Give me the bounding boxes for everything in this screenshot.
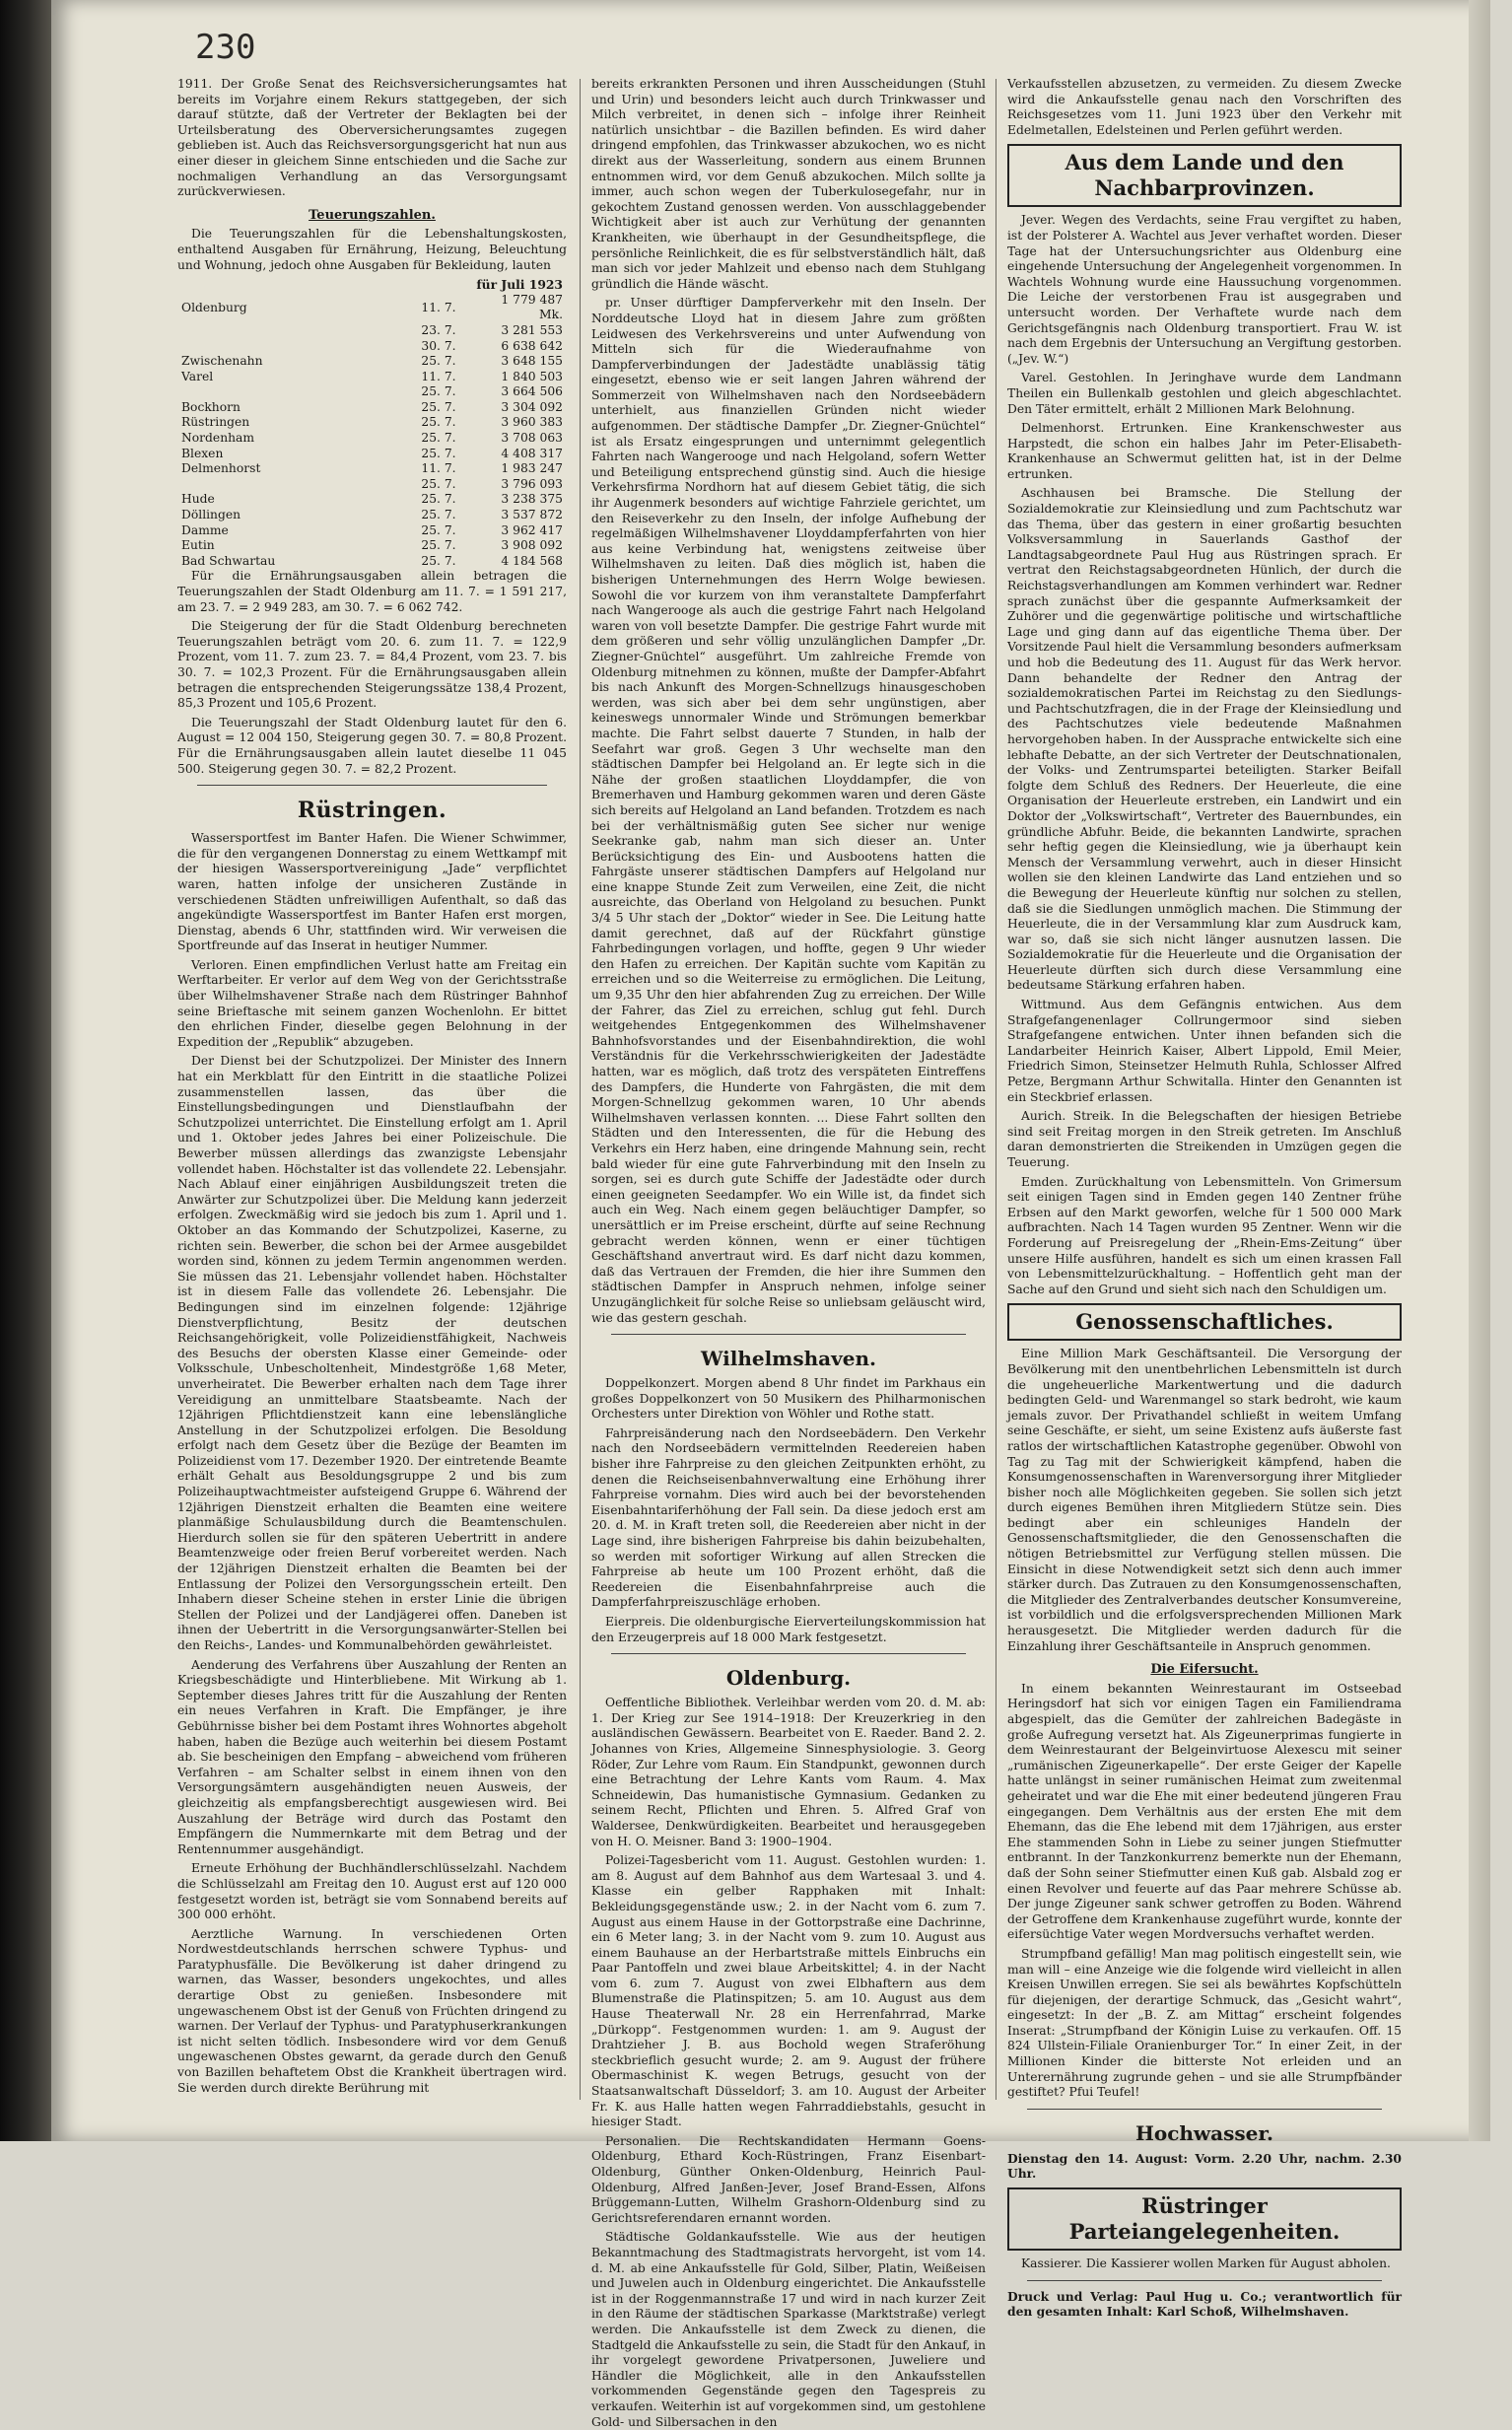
- section-heading: Genossenschaftliches.: [1075, 1309, 1334, 1335]
- article-paragraph: Der Dienst bei der Schutzpolizei. Der Minister des Innern hat ein Merkblatt für den Eintritt in die staatliche Polizei zusammenstellen lassen, das über die Einstellungsbedingungen und Dienstlaufbahn der Schutzpolizei unterrichtet. Die Einstellung erfolgt am 1. April und 1. Oktober jedes Jahres bei einer Polizeischule. Die Bewerber müssen allerdings das zwanzigste Lebensjahr vollendet haben. Höchstalter ist das vollendete 22. Lebensjahr. Nach Ablauf einer einjährigen Ausbildungszeit treten die Anwärter zur Schutzpolizei über. Die Meldung kann jederzeit erfolgen. Zweckmäßig wird sie jedoch bis zum 1. April und 1. Oktober an das Kommando der Schutzpolizei, Kaserne, zu richten sein. Bewerber, die schon bei der Armee ausgebildet worden sind, können zu jedem Termin angenommen werden. Sie müssen das 21. Lebensjahr vollendet haben. Höchstalter ist in diesem Falle das vollendete 26. Lebensjahr. Die Bedingungen sind im einzelnen folgende: 12jährige Dienstverpflichtung, Besitz der deutschen Reichsangehörigkeit, volle Polizeidienstfähigkeit, Nachweis des Besuchs der obersten Klasse einer Gemeinde- oder Volksschule, Unbescholtenheit, Mindestgröße 1,68 Meter, unverheiratet. Die Bewerber erhalten nach dem Tage ihrer Vereidigung an unmittelbare Staatsbeamte. Nach der 12jährigen Pflichtdienstzeit kann eine lebenslängliche Anstellung in der Schutzpolizei erfolgen. Die Besoldung erfolgt nach dem Gesetz über die Bezüge der Beamten im Polizeidienst vom 17. Dezember 1920. Der eintretende Beamte erhält Gehalt aus Besoldungsgruppe 2 und bis zum Polizeihauptwachtmeister aufsteigend Gruppe 6. Während der 12jährigen Dienstzeit erhalten die Beamten eine weitere planmäßige Schulausbildung durch die Beamtenschulen. Hierdurch sollen sie für den späteren Uebertritt in andere Beamtenzweige oder freien Beruf vorbereitet werden. Nach der 12jährigen Dienstzeit erhalten die Beamten bei der Entlassung der Polizei den Versorgungsschein erteilt. Den Inhabern dieser Scheine stehen in erster Linie die übrigen Stellen der Polizei und der Landjägerei offen. Daneben ist ihnen der Uebertritt in die Versorgungsanwärter-Stellen bei den Reichs-, Landes- und Kommunalbehörden gewährleistet.: [177, 1054, 567, 1652]
- table-cell-date: 25. 7.: [421, 508, 456, 522]
- article-paragraph: Verloren. Einen empfindlichen Verlust hatte am Freitag ein Werftarbeiter. Er verlor auf dem Weg von der Gerichtsstraße über Wilhelmshavener Straße nach dem Rüstringer Bahnhof seine Brieftasche mit seinem ganzen Wochenlohn. Er bittet den ehrlichen Finder, dieselbe gegen Belohnung in der Expedition der „Republik“ abzugeben.: [177, 957, 567, 1049]
- article-paragraph: Die Teuerungszahl der Stadt Oldenburg lautet für den 6. August = 12 004 150, Steigerung gegen 30. 7. = 80,8 Prozent. Für die Ernährungsausgaben allein lautet dieselbe 11 045 500. Steigerung gegen 30. 7. = 82,2 Prozent.: [177, 715, 567, 776]
- table-cell-value: 3 796 093: [501, 476, 563, 491]
- article-paragraph: Aerztliche Warnung. In verschiedenen Orten Nordwestdeutschlands herrschen schwere Typhus- und Paratyphusfälle. Die Bevölkerung ist daher dringend zu warnen, das Wasser, besonders ungekochtes, und alles derartige Obst zu genießen. Insbesondere mit ungewaschenem Obst ist der Genuß von Früchten dringend zu warnen. Der Verlauf der Typhus- und Paratyphuserkrankungen ist nicht selten tödlich. Insbesondere wird vor dem Genuß ungewaschenen Obstes gewarnt, da gerade durch den Genuß von Bazillen behaftetem Obst die Krankheit übertragen wird. Sie werden durch direkte Berührung mit: [177, 1926, 567, 2095]
- table-cell-place: Damme: [181, 522, 229, 537]
- table-cell-date: 25. 7.: [421, 492, 456, 507]
- article-paragraph: pr. Unser dürftiger Dampferverkehr mit den Inseln. Der Norddeutsche Lloyd hat in diesem Jahre zum größten Leidwesen des Verkehrsvereins und unter Aufwendung von Mitteln sich für die Wiederaufnahme von Dampferverbindungen der Jadestädte unablässig tätig eingesetzt, ebenso wie er seit langen Jahren während der Sommerzeit von Wilhelmshaven nach den Nordseebädern unterhielt, aus finanziellen Gründen nicht wieder aufgenommen. Der städtische Dampfer „Dr. Ziegner-Gnüchtel“ ist als Ersatz eingesprungen und unternimmt gelegentlich Fahrten nach Wangerooge und nach Helgoland, sofern Wetter und Beteiligung entsprechend günstig sind. Auch die hiesige Verkehrsfirma Nordhorn hat auf diesem Gebiet tätig, die sich ihr Augenmerk besonders auf wichtige Fahrziele gerichtet, um den Reiseverkehr zu den Inseln, der infolge Aufhebung der regelmäßigen Wilhelmshavener Lloyddampferfahrten von hier aus keine Verbindung hat, wenigstens zeitweise über Wilhelmshaven zu leiten. Daß dies möglich ist, haben die bisherigen Unternehmungen des Herrn Wolge bewiesen. Sowohl die vor kurzem von ihm veranstaltete Dampferfahrt nach Wangerooge als auch die gestrige Fahrt nach Helgoland waren von voll besetzte Dampfer. Die gestrige Fahrt wurde mit dem größeren und sehr völlig unzulänglichen Dampfer „Dr. Ziegner-Gnüchtel“ ausgeführt. Um zahlreiche Fremde von Oldenburg mitnehmen zu können, mußte der Dampfer-Abfahrt bis nach Ankunft des Morgen-Schnellzugs hinausgeschoben werden, was sich aber bei dem sehr ungünstigen, aber keineswegs unnormaler Winde und Strömungen bemerkbar machte. Die Fahrt selbst dauerte 7 Stunden, in halb der Seefahrt war groß. Gegen 3 Uhr wechselte man den städtischen Dampfer bei Helgoland an. Er legte sich in die Nähe der großen staatlichen Lloyddampfer, die von Bremerhaven und Hamburg gekommen waren und deren Gäste sich bereits auf Helgoland an Land befanden. Trotzdem es nach bei der verhältnismäßig guten See sicher nur wenige Seekranke gab, nahm man sich dieser an. Unter Berücksichtigung des Ein- und Ausbootens hatten die Fahrgäste unserer städtischen Dampfers auf Helgoland nur eine knappe Stunde Zeit zum Verweilen, eine Zeit, die nicht ausreichte, das Oberland von Helgoland zu besuchen. Punkt 3/4 5 Uhr stach der „Doktor“ wieder in See. Die Leitung hatte damit gerechnet, daß auf der Rückfahrt günstige Fahrbedingungen vorlagen, und hoffte, gegen 9 Uhr wieder den Hafen zu erreichen. Der Kapitän suchte vom Kapitän zu erreichen und so die Weiterreise zu ermöglichen. Die Leitung, um 9,35 Uhr den hier abfahrenden Zug zu erreichen. Der Wille der Fahrer, das Ziel zu erreichen, schlug gut fehl. Durch weitgehendes Entgegenkommen des Wilhelmshavener Bahnhofsvorstandes und der Eisenbahndirektion, die wohl Verständnis für die Verkehrsschwierigkeiten der Jadestädte hatten, war es möglich, daß trotz des verspäteten Eintreffens des Dampfers, die Hunderte von Fahrgästen, die mit dem Morgen-Schnellzug gekommen waren, 10 Uhr abends Wilhelmshaven verlassen konnten. ... Diese Fahrt sollten den Städten und den Interessenten, die für die Hebung des Verkehrs ein Herz haben, eine dringende Mahnung sein, recht bald wieder für eine gute Fahrverbindung mit den Inseln zu sorgen, sei es durch gute Schiffe der Jadestädte oder durch einen geeigneten Seedampfer. Wo ein Wille ist, da findet sich auch ein Weg. Nach einem gegen beläuchtiger Dampfer, so unersättlich er im Preise erscheint, dürfte auf seine Rechnung gebracht werden können, wenn er einer tüchtigen Geschäftshand anvertraut wird. Es darf nicht dazu kommen, daß das Vertrauen der Fremden, die hier ihre Summen den städtischen Dampfer in Anspruch nehmen, infolge seiner Unzugänglichkeit für solche Reise so unliebsam geläuscht wird, wie das gestern geschah.: [591, 296, 986, 1325]
- table-cell-value: 3 708 063: [501, 431, 563, 446]
- table-row: [177, 523, 567, 539]
- section-heading: Die Eifersucht.: [1150, 1662, 1259, 1678]
- table-cell-value: 3 537 872: [501, 508, 563, 522]
- table-row: [177, 415, 567, 431]
- table-cell-place: [177, 384, 407, 400]
- divider: [1027, 2280, 1382, 2281]
- column-rule: [996, 79, 997, 2100]
- book-binding: [0, 0, 51, 2141]
- article-paragraph: Fahrpreisänderung nach den Nordseebädern. Den Verkehr nach den Nordseebädern vermittelnden Reedereien haben bisher ihre Fahrpreise zu den gleichen Zeitpunkten erhöht, zu denen die Reichseisenbahnverwaltung eine Erhöhung ihrer Fahrpreise vornahm. Dies wird auch bei der bevorstehenden Eisenbahntariferhöhung der Fall sein. Da diese jedoch erst am 20. d. M. in Kraft treten soll, die Reedereien aber nicht in der Lage sind, ihre bisherigen Fahrpreise bis dahin beizubehalten, so werden mit sofortiger Wirkung auf allen Strecken die Fahrpreise ab heute um 100 Prozent erhöht, daß die Reedereien die Eisenbahnfahrpreise auch die Dampferfahrpreiszuschläge erhoben.: [591, 1425, 986, 1610]
- table-cell-date: 23. 7.: [421, 322, 456, 337]
- article-paragraph: Wassersportfest im Banter Hafen. Die Wiener Schwimmer, die für den vergangenen Donnerstag zu einem Wettkampf mit der hiesigen Wassersportvereinigung „Jade“ verpflichtet waren, hatten infolge der unsicheren Zustände in verschiedenen Städten unfreiwilligen Aufenthalt, so daß das angekündigte Wassersportfest im Banter Hafen erst morgen, Dienstag, abends 6 Uhr, stattfinden wird. Wir verweisen die Sportfreunde auf das Inserat in heutiger Nummer.: [177, 831, 567, 953]
- table-cell-date: 25. 7.: [421, 399, 456, 414]
- table-cell-value: 3 908 092: [501, 538, 563, 553]
- article-paragraph: Städtische Goldankaufsstelle. Wie aus der heutigen Bekanntmachung des Stadtmagistrats hervorgeht, ist vom 14. d. M. ab eine Ankaufsstelle für Gold, Silber, Platin, Weißeisen und Juwelen auch in Oldenburg eingerichtet. Die Ankaufsstelle ist in der Roggenmannstraße 17 und wird in nach kurzer Zeit in den Räume der städtischen Sparkasse (Marktstraße) verlegt werden. Die Ankaufsstelle ist dem Zweck zu dienen, die Stadtgeld die Ankaufsstelle zu sein, die Stadt für den Ankauf, in ihr vorgelegt gewordene Privatpersonen, Juweliere und Händler die Möglichkeit, alle in den Ankaufsstellen vorkommenden Gegenstände gegen den Tagespreis zu verkaufen. Weiterhin ist auf vorgekommen sind, um gestohlene Gold- und Silbersachen in den: [591, 2230, 986, 2429]
- table-row: [177, 492, 567, 508]
- table-cell-place: Delmenhorst: [181, 461, 261, 476]
- column-2: [591, 77, 986, 2429]
- table-cell-place: Blexen: [181, 446, 224, 460]
- table-cell-date: 11. 7.: [421, 461, 456, 476]
- table-cell-place: Rüstringen: [181, 415, 250, 430]
- table-cell-value: 1 779 487 Mk.: [501, 292, 563, 322]
- article-paragraph: Wittmund. Aus dem Gefängnis entwichen. Aus dem Strafgefangenenlager Collrungermoor sind sieben Strafgefangene entwichen. Unter ihnen befanden sich die Landarbeiter Heinrich Kaiser, Albert Lippold, Emil Meier, Friedrich Simon, Steinsetzer Helmuth Ruhla, Schlosser Alfred Petze, Bergmann Arthur Schwitalla. Hinter den Genannten ist ein Steckbrief erlassen.: [1007, 998, 1402, 1104]
- table-cell-place: Zwischenahn: [181, 354, 263, 369]
- table-row: [177, 384, 567, 400]
- table-cell-place: Bad Schwartau: [181, 553, 276, 568]
- table-cell-value: 4 184 568: [501, 553, 563, 568]
- table-cell-place: [177, 477, 407, 493]
- article-paragraph: Verkaufsstellen abzusetzen, zu vermeiden. Zu diesem Zwecke wird die Ankaufsstelle genau nach den Vorschriften des Reichsgesetzes vom 11. Juni 1923 über den Verkehr mit Edelmetallen, Edelsteinen und Perlen geführt werden.: [1007, 77, 1402, 137]
- table-row: [177, 447, 567, 462]
- column-rule: [580, 79, 581, 2100]
- teuerung-table: [177, 277, 567, 569]
- article-paragraph: Für die Ernährungsausgaben allein betragen die Teuerungszahlen der Stadt Oldenburg am 11. 7. = 1 591 217, am 23. 7. = 2 949 283, am 30. 7. = 6 062 742.: [177, 569, 567, 614]
- table-cell-place: [177, 323, 407, 339]
- article-paragraph: Delmenhorst. Ertrunken. Eine Krankenschwester aus Harpstedt, die schon ein halbes Jahr im Peter-Elisabeth-Krankenhause an Schwermut gelitten hat, ist in der Delme ertrunken.: [1007, 421, 1402, 481]
- table-cell-value: 3 664 506: [501, 384, 563, 399]
- table-cell-value: 3 238 375: [501, 492, 563, 507]
- section-heading: Oldenburg.: [725, 1666, 852, 1691]
- table-row: [177, 323, 567, 339]
- table-row: [177, 477, 567, 493]
- article-paragraph: 1911. Der Große Senat des Reichsversicherungsamtes hat bereits im Vorjahre einem Rekurs stattgegeben, der sich darauf stützte, daß der Vertreter der Beklagten bei der Urteilsberatung des Oberversicherungsamtes zugegen geblieben ist. Auch das Reichsversorgungsgericht hat nun aus einer dieser in gleichem Sinne entschieden und die Sache zur nochmaligen Verhandlung an das Versorgungsamt zurückverwiesen.: [177, 77, 567, 199]
- table-cell-value: 3 304 092: [501, 399, 563, 414]
- table-cell-date: 25. 7.: [421, 415, 456, 430]
- section-heading: Wilhelmshaven.: [701, 1347, 876, 1371]
- table-row: [177, 370, 567, 385]
- table-cell-date: 25. 7.: [421, 446, 456, 460]
- article-paragraph: Aurich. Streik. In die Belegschaften der hiesigen Betriebe sind seit Freitag morgen in den Streik getreten. Im Anschluß daran demonstrierten die Streikenden in Umzügen gegen die Teuerung.: [1007, 1109, 1402, 1169]
- table-cell-place: Varel: [181, 369, 214, 383]
- table-cell-place: Oldenburg: [181, 300, 247, 314]
- table-row: [177, 554, 567, 570]
- table-cell-value: 6 638 642: [501, 338, 563, 353]
- column-1: [177, 77, 567, 2108]
- section-heading: Hochwasser.: [1134, 2120, 1274, 2145]
- table-row: [177, 354, 567, 370]
- table-cell-value: 3 281 553: [501, 322, 563, 337]
- table-cell-date: 25. 7.: [421, 476, 456, 491]
- article-paragraph: Oeffentliche Bibliothek. Verleihbar werden vom 20. d. M. ab: 1. Der Krieg zur See 1914–1918: Der Kreuzerkrieg in den ausländischen Gewässern. Bearbeitet von E. Raeder. Band 2. 2. Johannes von Kries, Allgemeine Sinnesphysiologie. 3. Georg Röder, Zur Lehre vom Raum. Ein Standpunkt, gewonnen durch eine Betrachtung der Lehre Kants vom Raum. 4. Max Schneidewin, Das humanistische Gymnasium. Gedanken zu seinem Recht, Pflichten und Ehren. 5. Alfred Graf von Waldersee, Denkwürdigkeiten. Bearbeitet und herausgegeben von H. O. Meisner. Band 3: 1900–1904.: [591, 1696, 986, 1848]
- section-box: [1007, 144, 1402, 207]
- column-3: [1007, 77, 1402, 2320]
- table-cell-date: 11. 7.: [421, 300, 456, 314]
- table-cell-date: 30. 7.: [421, 338, 456, 353]
- page-number: 230: [195, 28, 256, 67]
- table-cell-value: 1 840 503: [501, 369, 563, 383]
- table-cell-place: Nordenham: [181, 431, 255, 446]
- table-cell-place: Hude: [181, 492, 215, 507]
- section-box: [1007, 1303, 1402, 1341]
- imprint: Druck und Verlag: Paul Hug u. Co.; verantwortlich für den gesamten Inhalt: Karl Schoß, Wilhelmshaven.: [1007, 2288, 1402, 2320]
- table-cell-value: 3 648 155: [501, 354, 563, 369]
- table-row: [177, 431, 567, 447]
- article-paragraph: Polizei-Tagesbericht vom 11. August. Gestohlen wurden: 1. am 8. August auf dem Bahnhof aus dem Wartesaal 3. und 4. Klasse ein gelber Rapphaken mit Inhalt: Bekleidungsgegenstände usw.; 2. in der Nacht vom 6. zum 7. August aus einem Hause in der Gottorpstraße eine Dachrinne, ein 6 Meter lang; 3. in der Nacht vom 9. zum 10. August aus einem Bauhause an der Herbartstraße mittels Einbruchs ein Paar Pantoffeln und zwei blaue Arbeitskittel; 4. in der Nacht vom 6. zum 7. August von zwei Elbhaftern aus dem Blumenstraße die Platinspitzen; 5. am 10. August aus dem Hause Theaterwall Nr. 28 ein Herrenfahrrad, Marke „Dürkopp“. Festgenommen wurden: 1. am 9. August der Drahtzieher J. B. aus Bochold wegen Straferöhung steckbrieflich gesucht wurde; 2. am 9. August der frühere Obermaschinist K. wegen Betrugs, gesucht von der Staatsanwaltschaft Düsseldorf; 3. am 10. August der Arbeiter Fr. K. aus Halle hatten wegen Fahrraddiebstahls, gesucht in hiesiger Stadt.: [591, 1853, 986, 2129]
- article-paragraph: Doppelkonzert. Morgen abend 8 Uhr findet im Parkhaus ein großes Doppelkonzert von 50 Musikern des Philharmonischen Orchesters unter Direktion von Wöhler und Rothe statt.: [591, 1376, 986, 1422]
- article-paragraph: Varel. Gestohlen. In Jeringhave wurde dem Landmann Theilen ein Bullenkalb gestohlen und gleich abgeschlachtet. Den Täter ermittelt, erhält 2 Millionen Mark Belohnung.: [1007, 371, 1402, 416]
- table-row: [177, 461, 567, 477]
- section-heading: Rüstringen.: [297, 798, 447, 824]
- article-paragraph: Personalien. Die Rechtskandidaten Hermann Goens-Oldenburg, Ethard Koch-Rüstringen, Franz Eisenbart-Oldenburg, Günther Onken-Oldenburg, Heinrich Paul-Oldenburg, Alfred Janßen-Jever, Josef Brand-Essen, Alfons Brüggemann-Lutten, Wilhelm Grashorn-Oldenburg sind zu Gerichtsreferendaren ernannt worden.: [591, 2133, 986, 2225]
- page-edge: [1469, 0, 1490, 2141]
- divider: [1027, 2109, 1382, 2110]
- table-row: [177, 508, 567, 523]
- article-paragraph: Emden. Zurückhaltung von Lebensmitteln. Von Grimersum seit einigen Tagen sind in Emden gegen 140 Zentner frühe Erbsen auf den Markt geworfen, welche für 1 500 000 Mark aufbrachten. Nach 14 Tagen wurden 95 Zentner. Wenn wir die Forderung auf Preisregelung der „Rhein-Ems-Zeitung“ über unsere Hilfe ausführen, handelt es sich um einen krassen Fall von Lebensmittelzurückhaltung. – Hoffentlich geht man der Sache auf den Grund und sieht sich nach den Schuldigen um.: [1007, 1174, 1402, 1296]
- table-cell-date: 25. 7.: [421, 553, 456, 568]
- article-paragraph: Strumpfband gefällig! Man mag politisch eingestellt sein, wie man will – eine Anzeige wie die folgende wird vielleicht in allen Kreisen Unwillen erregen. Sie sei als bewährtes Kopfschütteln für diejenigen, der derartige Schmuck, das „Gesicht wahrt“, eingesetzt: In der „B. Z. am Mittag“ erscheint folgendes Inserat: „Strumpfband der Königin Luise zu verkaufen. Off. 15 824 Ullstein-Filiale Oranienburger Tor.“ In einer Zeit, in der Millionen Kinder die bitterste Not erleiden und an Unterernährung zugrunde gehen – und sie alle Strumpfbänder gestiftet? Pfui Teufel!: [1007, 1946, 1402, 2100]
- table-row: [177, 339, 567, 355]
- table-row: [177, 293, 567, 323]
- table-cell-date: 25. 7.: [421, 538, 456, 553]
- table-cell-date: 11. 7.: [421, 369, 456, 383]
- table-cell-date: 25. 7.: [421, 522, 456, 537]
- table-cell-value: 1 983 247: [501, 461, 563, 476]
- article-paragraph: Eierpreis. Die oldenburgische Eierverteilungskommission hat den Erzeugerpreis auf 18 000 Mark festgesetzt.: [591, 1615, 986, 1644]
- table-row: [177, 538, 567, 554]
- table-cell-place: Döllingen: [181, 508, 241, 522]
- table-row: [177, 400, 567, 416]
- section-heading: Rüstringer Parteiangelegenheiten.: [1068, 2193, 1340, 2245]
- table-cell-date: 25. 7.: [421, 431, 456, 446]
- article-paragraph: Aschhausen bei Bramsche. Die Stellung der Sozialdemokratie zur Kleinsiedlung und zum Pachtschutz war das Thema, über das gestern in einer großartig besuchten Volksversammlung in Sauerlands Gasthof der Landtagsabgeordnete Paul Hug aus Rüstringen sprach. Er vertrat den Reichstagsabgeordneten Hünlich, der durch die Reichstagsverhandlungen am Kommen verhindert war. Redner sprach zunächst über die gespannte Aufmerksamkeit der Zuhörer und die gegenwärtige politische und wirtschaftliche Lage und ging dann auf das eigentliche Thema über. Der Vorsitzende Paul hielt die Versammlung besonders aufmerksam und hob die Bedeutung des 11. August für das Werk hervor. Dann behandelte der Redner den Antrag der sozialdemokratischen Partei im Reichstag zu den Siedlungs- und Pachtschutzfragen, die in der Frage der Kleinsiedlung und des Pachtschutzes viele bedeutende Maßnahmen hervorgehoben haben. In der Aussprache entwickelte sich eine lebhafte Debatte, an der sich Vertreter der Deutschnationalen, der Volks- und Zentrumspartei beteiligten. Starker Beifall folgte dem Schluß des Redners. Der Heuerleute, die eine Organisation der Heuerleute erstreben, ein Landwirt und ein Doktor der „Volkswirtschaft“, Vertreter des Bauernbundes, ein gründliche Abfuhr. Beide, die bekannten Landwirte, sprachen sehr heftig gegen die Kleinsiedlung, wie ja überhaupt kein Mensch der Versammlung verwehrt, auch in dieser Hinsicht wollen sie den kleinen Landwirte das Land entziehen und so die Bewegung der Heuerleute künftig nur solchen zu stellen, daß sie die Siedlungen unmöglich machen. Die Stimmung der Heuerleute, die in der Versammlung klar zum Ausdruck kam, war so, daß sie sich nicht länger ausnutzen lassen. Die Sozialdemokratie für die Heuerleute und die Organisation der Heuerleute dürften sich durch diese Versammlung eine bedeutsame Stärkung erfahren haben.: [1007, 486, 1402, 993]
- divider: [197, 785, 547, 786]
- table-cell-value: 3 962 417: [501, 522, 563, 537]
- article-paragraph: Erneute Erhöhung der Buchhändlerschlüsselzahl. Nachdem die Schlüsselzahl am Freitag den 10. August erst auf 120 000 festgesetzt worden ist, beträgt sie vom Sonnabend bereits auf 300 000 erhöht.: [177, 1861, 567, 1922]
- article-paragraph: Aenderung des Verfahrens über Auszahlung der Renten an Kriegsbeschädigte und Hinterbliebene. Mit Wirkung ab 1. September dieses Jahres tritt für die Auszahlung der Renten ein neues Verfahren in Kraft. Die Empfänger, je ihre Gebührnisse bisher bei dem Postamt ihres Wohnortes abgeholt haben, haben die Bezüge auch weiterhin bei diesem Postamt ab. Sie bescheinigen den Empfang – abweichend vom früheren Verfahren – am Schalter selbst in einem ihnen von den Versorgungsämtern ausgehändigten neuen Ausweis, der gleichzeitig als empfangsberechtigt ausgewiesen wird. Bei Auszahlung der Beträge wird durch das Postamt den Empfängern die Nummernkarte mit dem Betrag und der Rentennummer ausgehändigt.: [177, 1657, 567, 1856]
- table-cell-value: 4 408 317: [501, 446, 563, 460]
- article-paragraph: In einem bekannten Weinrestaurant im Ostseebad Heringsdorf hat sich vor einigen Tagen ein Familiendrama abgespielt, das die Gemüter der zahlreichen Badegäste in große Aufregung versetzt hat. Als Zigeunerprimas fungierte in dem Weinrestaurant der Belgeinvirtuose Alexescu mit seiner „rumänischen Zigeunerkapelle“. Der erste Geiger der Kapelle hatte unlängst in seiner rumänischen Heimat zum zweitenmal geheiratet und war die Ehe mit einer bedeutend jüngeren Frau eingegangen. Dem Verhältnis aus der ersten Ehe mit dem Ehemann, das die Ehe lebend mit dem 17jährigen, aus erster Ehe stammenden Sohn in Liebe zu seiner jungen Stiefmutter entbrannt. In der Tanzkonkurrenz bemerkte nun der Ehemann, daß der Sohn seiner Stiefmutter einen Kuß gab. Alsbald zog er einen Revolver und feuerte auf das Paar mehrere Schüsse ab. Der junge Zigeuner sank schwer getroffen zu Boden. Während der Getroffene dem Krankenhause zugeführt wurde, konnte der eifersüchtige Vater wegen Mordversuchs verhaftet werden.: [1007, 1681, 1402, 1942]
- table-cell-place: Bockhorn: [181, 399, 241, 414]
- divider: [611, 1334, 966, 1335]
- table-cell-date: 25. 7.: [421, 354, 456, 369]
- article-paragraph: Eine Million Mark Geschäftsanteil. Die Versorgung der Bevölkerung mit den unentbehrlichen Lebensmitteln ist durch die ungeheuerliche Markentwertung und die dadurch bedingten Geld- und Warenmangel so stark bedroht, wie kaum jemals zuvor. Der Privathandel schließt in weitem Umfang seine Geschäfte, er sieht, um seine Existenz aufs äußerste fast ratlos der wirtschaftlichen Katastrophe gegenüber. Obwohl von Tag zu Tag mit der Schwierigkeit kämpfend, haben die Konsumgenossenschaften in Warenversorgung ihrer Mitglieder bisher noch alle Möglichkeiten gegeben. Sie sollen sich jetzt durch eigenes Bemühen ihren Mitgliedern Stütze sein. Dies bedingt aber ein schleuniges Handeln der Genossenschaftsmitglieder, die den Genossenschaften die nötigen Betriebsmittel zur Verfügung stellen müssen. Die Einsicht in diese Notwendigkeit setzt sich denn auch immer stärker durch. Das Zutrauen zu den Konsumgenossenschaften, die Mitglieder des Zentralverbandes deutscher Konsumvereine, ist vorbildlich und die erfolgsversprechenden Millionen Mark herausgesetzt. Die Mitglieder werden dadurch für die Einzahlung ihrer Geschäftsanteile in Anspruch genommen.: [1007, 1347, 1402, 1653]
- article-paragraph: bereits erkrankten Personen und ihren Ausscheidungen (Stuhl und Urin) und besonders leicht auch durch Trinkwasser und Milch verbreitet, in denen sich – infolge ihrer Reinheit natürlich unsichtbar – die Bazillen befinden. Es wird daher dringend empfohlen, das Trinkwasser abzukochen, wo es nicht direkt aus der Wasserleitung, sondern aus einem Brunnen entnommen wird, vor dem Genuß abzukochen. Milch sollte ja immer, auch schon wegen der Tuberkulosegefahr, nur in gekochtem Zustand genossen werden. Von ausschlaggebender Wichtigkeit aber ist auch zur Verhütung der genannten Krankheiten, wie überhaupt in der Gesundheitspflege, die persönliche Reinlichkeit, die es für selbstverständlich hält, daß man sich vor jeder Mahlzeit und ebenso nach dem Stuhlgang gründlich die Hände wäscht.: [591, 77, 986, 291]
- article-paragraph: Die Teuerungszahlen für die Lebenshaltungskosten, enthaltend Ausgaben für Ernährung, Heizung, Beleuchtung und Wohnung, jedoch ohne Ausgaben für Bekleidung, lauten: [177, 227, 567, 272]
- article-paragraph: Die Steigerung der für die Stadt Oldenburg berechneten Teuerungszahlen beträgt vom 20. 6. zum 11. 7. = 122,9 Prozent, vom 11. 7. zum 23. 7. = 84,4 Prozent, vom 23. 7. bis 30. 7. = 102,3 Prozent. Für die Ernährungsausgaben allein betragen die entsprechenden Steigerungssätze 138,4 Prozent, 85,3 Prozent und 105,6 Prozent.: [177, 619, 567, 711]
- table-cell-place: Eutin: [181, 538, 215, 553]
- table-cell-place: [177, 339, 407, 355]
- article-paragraph: Dienstag den 14. August: Vorm. 2.20 Uhr, nachm. 2.30 Uhr.: [1007, 2150, 1402, 2182]
- table-cell-value: 3 960 383: [501, 415, 563, 430]
- article-paragraph: Kassierer. Die Kassierer wollen Marken für August abholen.: [1021, 2256, 1391, 2271]
- section-heading: Teuerungszahlen.: [309, 207, 436, 223]
- section-box: [1007, 2187, 1402, 2251]
- divider: [611, 1653, 966, 1654]
- article-paragraph: Jever. Wegen des Verdachts, seine Frau vergiftet zu haben, ist der Polsterer A. Wachtel aus Jever verhaftet worden. Dieser Tage hat der Untersuchungsrichter aus Oldenburg eine eingehende Untersuchung der Angelegenheit vorgenommen. In Wachtels Wohnung wurde eine Haussuchung vorgenommen. Die Leiche der verstorbenen Frau ist ausgegraben und untersucht worden. Der Verhaftete wurde nach dem Gerichtsgefängnis nach Oldenburg transportiert. Frau W. ist nach dem Ergebnis der Untersuchung an Vergiftung gestorben. („Jev. W.“): [1007, 213, 1402, 366]
- section-heading: Aus dem Lande und den Nachbarprovinzen.: [1065, 150, 1344, 201]
- table-cell-date: 25. 7.: [421, 384, 456, 399]
- table-header: für Juli 1923: [476, 277, 563, 293]
